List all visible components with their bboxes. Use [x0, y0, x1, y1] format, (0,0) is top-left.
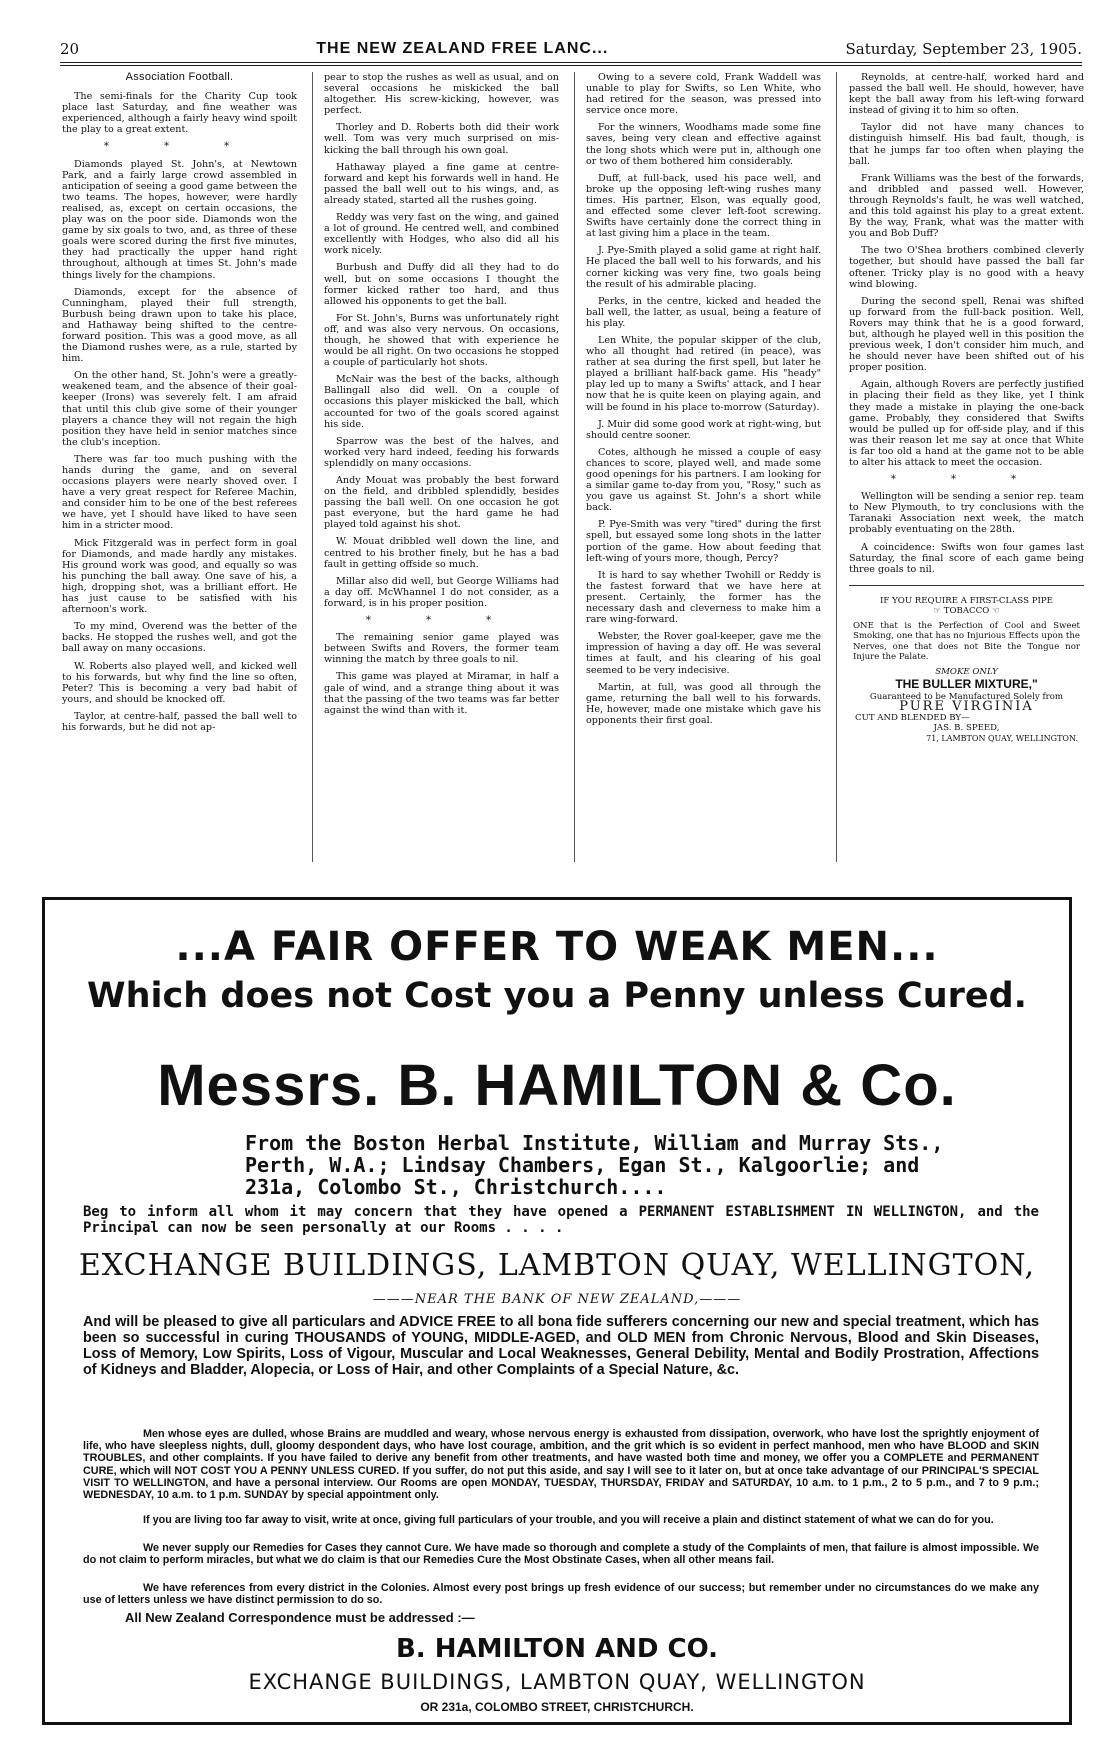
publication-title: THE NEW ZEALAND FREE LANC...: [316, 40, 609, 57]
header-rule-bottom: [60, 65, 1082, 66]
paragraph: pear to stop the rushes as well as usual, and on several occasions he miskicked the ball altogether. His screw-kicking, however, was perfect.: [324, 72, 559, 117]
paragraph: Taylor, at centre-half, passed the ball well to his forwards, but he did not ap-: [62, 710, 297, 733]
tobacco-advertisement: [849, 585, 1084, 745]
column-3: [586, 72, 821, 890]
paragraph: Len White, the popular skipper of the club, who all thought had retired (in peace), was rather at sea during the first spell, but later he played a brilliant half-back game. His "heady" play led up to many a Swifts' attack, and I hear now that he is quite keen on playing again, and will be found in his place to-morrow (Saturday).: [586, 334, 821, 413]
paragraph: This game was played at Miramar, in half a gale of wind, and a strange thing about it was that the passing of the two teams was far better against the wind than with it.: [324, 671, 559, 716]
paragraph: Hathaway played a fine game at centre-forward and kept his forwards well in hand. He passed the ball well out to his wings, and, as already stated, started all the rushes going.: [324, 161, 559, 206]
paragraph: Thorley and D. Roberts both did their work well. Tom was very much surprised on mis-kicking the ball through his own goal.: [324, 122, 559, 156]
tobacco-ad-heading: IF YOU REQUIRE A FIRST-CLASS PIPE: [880, 595, 1053, 606]
header-rule-top: [60, 62, 1082, 63]
paragraph: Burbush and Duffy did all they had to do well, but on some occasions I thought the former kicked rather too hard, and thus allowed his opponents to get the ball.: [324, 262, 559, 307]
paragraph: There was far too much pushing with the hands during the game, and on several occasions players were nearly shoved over. I have a very great respect for Referee Machin, and consider him to be one of the best referees we have, yet I should have liked to have seen him in a stricter mood.: [62, 453, 297, 532]
column-4: [849, 72, 1084, 890]
paragraph: Webster, the Rover goal-keeper, gave me the impression of having a day off. He was several times at fault, and his clearing of his goal seemed to be very indecisive.: [586, 631, 821, 676]
paragraph: Mick Fitzgerald was in perfect form in goal for Diamonds, and made hardly any mistakes. His ground work was good, and equally so was his punching the ball away. One save of his, a high, dropping shot, was a brilliant effort. He has just cause to be satisfied with his afternoon's work.: [62, 537, 297, 616]
treatment-paragraph: And will be pleased to give all particulars and ADVICE FREE to all bona fide sufferers concerning our new and special treatment, which has been so successful in curing THOUSANDS of YOUNG, MIDDLE-AGED, and OLD MEN from Chronic Nervous, Blood and Skin Diseases, Loss of Memory, Low Spirits, Loss of Vigour, Muscular and Local Weaknesses, General Debility, Mental and Bodily Prostration, Affections of Kidneys and Bladder, Alopecia, or Loss of Hair, and other Complaints of a Special Nature, &c.: [83, 1314, 1039, 1378]
paragraph: McNair was the best of the backs, although Ballingall also did well. On a couple of occasions this player miskicked the ball, which accounted for two of the goals scored against his side.: [324, 374, 559, 430]
pointing-hand-icon: ☞: [933, 606, 942, 617]
buller-mixture-name: THE BULLER MIXTURE,": [895, 677, 1038, 692]
guarantee-line: Guaranteed to be Manufactured Solely from: [869, 691, 1064, 702]
paragraph: Frank Williams was the best of the forwards, and dribbled and passed well. However, through Reynolds's fault, he was well watched, and this told against his play to a great extent. By the way, Frank, what was the matter with you and Bob Duff?: [849, 172, 1084, 240]
paragraph: On the other hand, St. John's were a greatly-weakened team, and the absence of their goal-keeper (Irons) was severely felt. I am afraid that until this club give some of their younger players a chance they will not regain the high position they have held in senior matches since the club's inception.: [62, 370, 297, 448]
hamilton-advertisement: [42, 897, 1072, 1725]
paragraph: W. Roberts also played well, and kicked well to his forwards, but why find the line so often, Peter? This is becoming a very bad habit of yours, and should be knocked off.: [62, 660, 297, 705]
paragraph: Reynolds, at centre-half, worked hard and passed the ball well. He should, however, have kept the ball away from his left-wing forward instead of giving it to him so often.: [849, 72, 1084, 117]
tobacco-ad-body: ONE that is the Perfection of Cool and Sweet Smoking, one that has no Injurious Effects upon the Nerves, one that does not Bite the Tongue nor Injure the Palate.: [853, 620, 1080, 663]
article-columns: [62, 72, 1084, 890]
ad-headline: ...A FAIR OFFER TO WEAK MEN...: [175, 924, 939, 970]
blender-address: 71, LAMBTON QUAY, WELLINGTON.: [926, 733, 1078, 743]
paragraph: For St. John's, Burns was unfortunately right off, and was also very nervous. On occasions, though, he showed that with experience he would be all right. On two occasions he stopped a couple of particularly hot shots.: [324, 312, 559, 369]
paragraph: Wellington will be sending a senior rep. team to New Plymouth, to try conclusions with the Taranaki Association next week, the match probably eventuating on the 28th.: [849, 491, 1084, 536]
paragraph: A coincidence: Swifts won four games last Saturday, the final score of each game being three goals to nil.: [849, 541, 1084, 575]
paragraph: To my mind, Overend was the better of the backs. He stopped the rushes well, and got the ball away on many occasions.: [62, 621, 297, 655]
ad-subheadline: Which does not Cost you a Penny unless Cured.: [87, 976, 1027, 1016]
references-paragraph: We have references from every district in the Colonies. Almost every post brings up fresh evidence of our success; but remember under no circumstances do we make any use of letters unless we have distinct permission to do so.: [83, 1582, 1039, 1607]
paragraph: Duff, at full-back, used his pace well, and broke up the opposing left-wing rushes many times. His partner, Elson, was equally good, and effected some clever left-foot screwing. Swifts have certainly done the correct thing in at last giving him a place in the team.: [586, 172, 821, 240]
company-name-footer: B. HAMILTON AND CO.: [395, 1634, 719, 1664]
section-separator: * * *: [103, 141, 256, 153]
paragraph: Martin, at full, was good all through the game, returning the ball well to his forwards. He, however, made one mistake which gave his opponents their first goal.: [586, 681, 821, 726]
paragraph: The two O'Shea brothers combined cleverly together, but should have passed the ball far oftener. Tricky play is no good with a heavy wind blowing.: [849, 245, 1084, 290]
page-number: 20: [60, 40, 80, 58]
christchurch-address: OR 231a, COLOMBO STREET, CHRISTCHURCH.: [420, 1700, 694, 1714]
paragraph: Diamonds played St. John's, at Newtown Park, and a fairly large crowd assembled in anticipation of seeing a good game between the two teams. The hopes, however, were hardly realised, as, except on certain occasions, the play was on the poor side. Diamonds won the game by six goals to two, and, as three of these goals were scored during the first five minutes, they had practically the upper hand right throughout, although at times St. John's made things lively for the champions.: [62, 158, 297, 281]
section-separator: * * *: [890, 474, 1043, 486]
blender-name: JAS. B. SPEED,: [933, 723, 1000, 734]
column-2: [324, 72, 559, 890]
paragraph: Cotes, although he missed a couple of easy chances to score, played well, and made some good openings for his partners. I am looking for a similar game to-day from you, "Rosy," such as you gave us against St. John's a short while back.: [586, 446, 821, 514]
article-heading: Association Football.: [125, 72, 234, 83]
column-1: [62, 72, 297, 890]
paragraph: It is hard to say whether Twohill or Reddy is the fastest forward that we have here at present. Certainly, the former has the necessary dash and cleverness to make him a rare wing-forward.: [586, 569, 821, 626]
paragraph: For the winners, Woodhams made some fine saves, being very clean and effective against the long shots which were put in, although one or two of them bothered him considerably.: [586, 122, 821, 167]
firm-name: Messrs. B. HAMILTON & Co.: [157, 1053, 957, 1118]
paragraph: Diamonds, except for the absence of Cunningham, played their full strength, Burbush being drawn upon to take his place, and Hathaway being shifted to the centre-forward position. This was a good move, as all the Diamond rushes were, as a rule, started by him.: [62, 286, 297, 365]
tobacco-label: TOBACCO: [943, 606, 990, 617]
paragraph: W. Mouat dribbled well down the line, and centred to his brother finely, but he has a bad fault in getting offside so much.: [324, 536, 559, 570]
column-divider: [836, 72, 837, 862]
column-divider: [312, 72, 313, 862]
paragraph: The remaining senior game played was between Swifts and Rovers, the former team winning the match by three goals to nil.: [324, 632, 559, 666]
paragraph: J. Muir did some good work at right-wing, but should centre sooner.: [586, 418, 821, 441]
company-address-footer: EXCHANGE BUILDINGS, LAMBTON QUAY, WELLINGTON: [248, 1670, 866, 1694]
paragraph: P. Pye-Smith was very "tired" during the first spell, but essayed some long shots in the latter portion of the game. How about feeding that left-wing of yours more, though, Percy?: [586, 519, 821, 564]
establishment-notice: Beg to inform all whom it may concern that they have opened a PERMANENT ESTABLISHMENT IN WELLINGTON, and the Principal can now be seen personally at our Rooms . . . .: [83, 1204, 1039, 1236]
paragraph: Andy Mouat was probably the best forward on the field, and dribbled splendidly, besides passing the ball well. On one occasion he got past everyone, but the hard game he had played told against his shot.: [324, 475, 559, 531]
paragraph: During the second spell, Renai was shifted up forward from the full-back position. Well, Rovers may think that he is a good forward, but, although he played well in this position the previous week, I don't consider him much, and he should never have been shifted out of his proper position.: [849, 295, 1084, 374]
pointing-hand-icon: ☜: [991, 606, 1000, 617]
column-divider: [574, 72, 575, 862]
paragraph: Reddy was very fast on the wing, and gained a lot of ground. He centred well, and combined excellently with Hodges, who also did all his work nicely.: [324, 212, 559, 257]
issue-date: Saturday, September 23, 1905.: [845, 40, 1082, 58]
paragraph: Perks, in the centre, kicked and headed the ball well, the latter, as usual, being a feature of his play.: [586, 295, 821, 329]
write-in-paragraph: If you are living too far away to visit, write at once, giving full particulars of your trouble, and you will receive a plain and distinct statement of what we can do for you.: [143, 1514, 994, 1526]
rooms-address: EXCHANGE BUILDINGS, LAMBTON QUAY, WELLINGTON,: [78, 1248, 1036, 1283]
paragraph: J. Pye-Smith played a solid game at right half. He placed the ball well to his forwards, and his corner kicking was very fine, two goals being the result of his admirable placing.: [586, 245, 821, 290]
tobacco-ad-subheading: [849, 606, 1084, 617]
rooms-landmark: ———NEAR THE BANK OF NEW ZEALAND,———: [372, 1292, 742, 1307]
remedies-paragraph: We never supply our Remedies for Cases they cannot Cure. We have made so thorough and complete a study of the Complaints of men, that failure is almost impossible. We do not claim to perform miracles, but what we do claim is that our Remedies Cure the Most Obstinate Cases, when all other means fail.: [83, 1542, 1039, 1567]
pure-virginia-label: PURE VIRGINIA: [899, 699, 1034, 715]
firm-origin: From the Boston Herbal Institute, William and Murray Sts., Perth, W.A.; Lindsay Chambers, Egan St., Kalgoorlie; and 231a, Colombo St., Christchurch....: [245, 1131, 944, 1199]
paragraph: Again, although Rovers are perfectly justified in placing their field as they like, yet I think they made a mistake in playing the one-back game. Probably, they considered that Swifts would be pulled up for off-side play, and if this was their reason let me say at once that White is far too old a hand at the game not to be able to alter his attack to meet the occasion.: [849, 379, 1084, 468]
paragraph: Millar also did well, but George Williams had a day off. McWhannel I do not consider, as a forward, is in his proper position.: [324, 575, 559, 609]
page-header: [60, 38, 1082, 60]
paragraph: The semi-finals for the Charity Cup took place last Saturday, and fine weather was experienced, although a fairly heavy wind spoilt the play to a great extent.: [62, 91, 297, 136]
correspondence-line: All New Zealand Correspondence must be addressed :—: [125, 1610, 475, 1625]
paragraph: Taylor did not have many chances to distinguish himself. His bad fault, though, is that he jumps far too often when playing the ball.: [849, 122, 1084, 167]
blended-by-label: CUT AND BLENDED BY—: [855, 712, 970, 723]
paragraph: Owing to a severe cold, Frank Waddell was unable to play for Swifts, so Len White, who had retired for the season, was pressed into service once more.: [586, 72, 821, 117]
smoke-only-label: SMOKE ONLY: [935, 666, 998, 677]
section-separator: * * *: [365, 615, 518, 627]
symptoms-paragraph: Men whose eyes are dulled, whose Brains are muddled and weary, whose nervous energy is exhausted from dissipation, overwork, who have lost the sprightly enjoyment of life, who have sleepless nights, dull, gloomy despondent days, who have lost courage, ambition, and the grit which is so evident in perfect manhood, men who have BLOOD and SKIN TROUBLES, and other complaints. If you have failed to derive any benefit from other treatments, and have wasted both time and money, we offer you a COMPLETE and PERMANENT CURE, which will NOT COST YOU A PENNY UNLESS CURED. If you suffer, do not put this aside, and say I will see to it later on, but at once take advantage of our PRINCIPAL'S SPECIAL VISIT TO WELLINGTON, and have a personal interview. Our Rooms are open MONDAY, TUESDAY, THURSDAY, FRIDAY and SATURDAY, 10 a.m. to 1 p.m., 2 to 5 p.m., and 7 to 9 p.m.; WEDNESDAY, 10 a.m. to 1 p.m. SUNDAY by special appointment only.: [83, 1428, 1039, 1502]
paragraph: Sparrow was the best of the halves, and worked very hard indeed, feeding his forwards splendidly on many occasions.: [324, 435, 559, 469]
